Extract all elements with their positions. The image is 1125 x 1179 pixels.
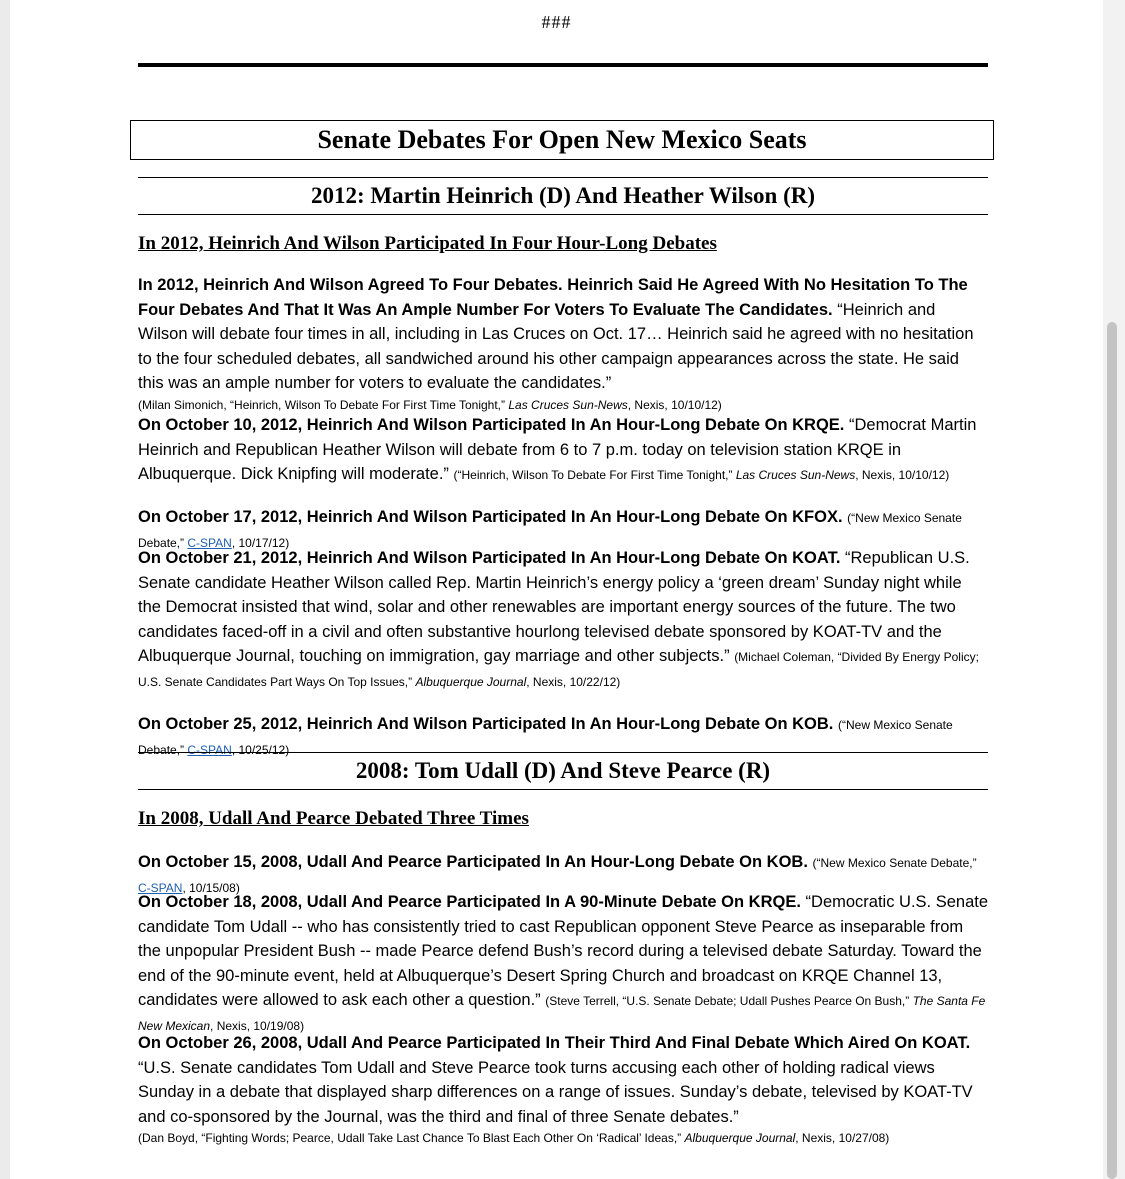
quote-text: “Heinrich and Wilson will debate four times in all, including in Las Cruces on Oct. 17… Heinrich said he agreed with no hesitation to the four scheduled debates, all sandwiched around his other campaign appearances across the state. He said this was an ample number for voters to evaluate the candidates.” [138,300,974,392]
cspan-link[interactable]: C-SPAN [187,742,232,757]
quote-text: “Democratic U.S. Senate candidate Tom Udall -- who has consistently tried to cast Republican opponent Steve Pearce as inseparable from the unpopular President Bush -- made Pearce defend Bush’s record during a televised debate Saturday. Toward the end of the 90-minute event, held at Albuquerque’s Desert Spring Church and broadcast on KRQE Channel 13, candidates were allowed to ask each other a question.” [138,893,989,1009]
paragraph-2012-krqe [138,413,988,487]
bold-lead: On October 10, 2012, Heinrich And Wilson Participated In An Hour-Long Debate On KRQE. [138,416,845,434]
citation: (Michael Coleman, “Divided By Energy Policy; U.S. Senate Candidates Part Ways On Top Issues,” Albuquerque Journal, Nexis, 10/22/12) [138,650,979,689]
subheading-2008: In 2008, Udall And Pearce Debated Three Times [138,808,529,829]
citation: (“New Mexico Senate Debate,” C-SPAN, 10/17/12) [138,511,962,550]
bold-lead: On October 17, 2012, Heinrich And Wilson Participated In An Hour-Long Debate On KFOX. [138,508,843,526]
citation: (Steve Terrell, “U.S. Senate Debate; Udall Pushes Pearce On Bush,” The Santa Fe New Mexican, Nexis, 10/19/08) [138,994,986,1033]
bold-lead: On October 15, 2008, Udall And Pearce Participated In An Hour-Long Debate On KOB. [138,853,808,871]
paragraph-2012-koat [138,546,988,693]
bold-lead: On October 21, 2012, Heinrich And Wilson Participated In An Hour-Long Debate On KOAT. [138,549,841,567]
citation: (Milan Simonich, “Heinrich, Wilson To Debate For First Time Tonight,” Las Cruces Sun-News, Nexis, 10/10/12) [138,397,722,412]
quote-text: “Republican U.S. Senate candidate Heather Wilson called Rep. Martin Heinrich’s energy policy a ‘green dream’ Sunday night while the Democrat insisted that wind, solar and other renewables are important energy sources of the future. The two candidates faced-off in a civil and often substantive hourlong televised debate sponsored by KOAT-TV and the Albuquerque Journal, touching on immigration, gay marriage and other subjects.” [138,549,970,665]
citation: (“New Mexico Senate Debate,” C-SPAN, 10/15/08) [138,856,977,895]
cspan-link[interactable]: C-SPAN [138,880,183,895]
page-title: Senate Debates For Open New Mexico Seats [130,120,994,160]
citation: (“Heinrich, Wilson To Debate For First Time Tonight,” Las Cruces Sun-News, Nexis, 10/10/12) [453,468,950,482]
cspan-link[interactable]: C-SPAN [187,535,232,550]
document-page [10,0,1103,1179]
quote-text: “Democrat Martin Heinrich and Republican Heather Wilson will debate from 6 to 7 p.m. today on television station KRQE in Albuquerque. Dick Knipfing will moderate.” [138,416,977,483]
paragraph-2008-koat [138,1031,988,1148]
citation: (Dan Boyd, “Fighting Words; Pearce, Udall Take Last Chance To Blast Each Other On ‘Radical’ Ideas,” Albuquerque Journal, Nexis, 10/27/08) [138,1131,890,1145]
section-break-marker: ### [541,12,572,32]
bold-lead: On October 18, 2008, Udall And Pearce Participated In A 90-Minute Debate On KRQE. [138,893,801,911]
bold-lead: In 2012, Heinrich And Wilson Agreed To Four Debates. Heinrich Said He Agreed With No Hesitation To The Four Debates And That It Was An Ample Number For Voters To Evaluate The Candidates. [138,276,968,319]
thick-divider [138,63,988,67]
paragraph-2008-krqe [138,890,988,1037]
bold-lead: On October 26, 2008, Udall And Pearce Participated In Their Third And Final Debate Which Aired On KOAT. [138,1034,971,1052]
bold-lead: On October 25, 2012, Heinrich And Wilson Participated In An Hour-Long Debate On KOB. [138,715,834,733]
citation: (“New Mexico Senate Debate,” C-SPAN, 10/25/12) [138,718,953,757]
scrollbar-thumb[interactable] [1107,322,1117,1179]
quote-text: “U.S. Senate candidates Tom Udall and Steve Pearce took turns accusing each other of holding radical views Sunday in a debate that displayed sharp differences on a range of issues. Sunday’s debate, televised by KOAT-TV and co-sponsored by the Journal, was the third and final of three Senate debates.” [138,1058,973,1126]
section-heading-2012: 2012: Martin Heinrich (D) And Heather Wilson (R) [138,177,988,215]
subheading-2012: In 2012, Heinrich And Wilson Participated In Four Hour-Long Debates [138,233,717,254]
section-heading-2008: 2008: Tom Udall (D) And Steve Pearce (R) [138,752,988,790]
paragraph-2012-agreement [138,273,988,415]
